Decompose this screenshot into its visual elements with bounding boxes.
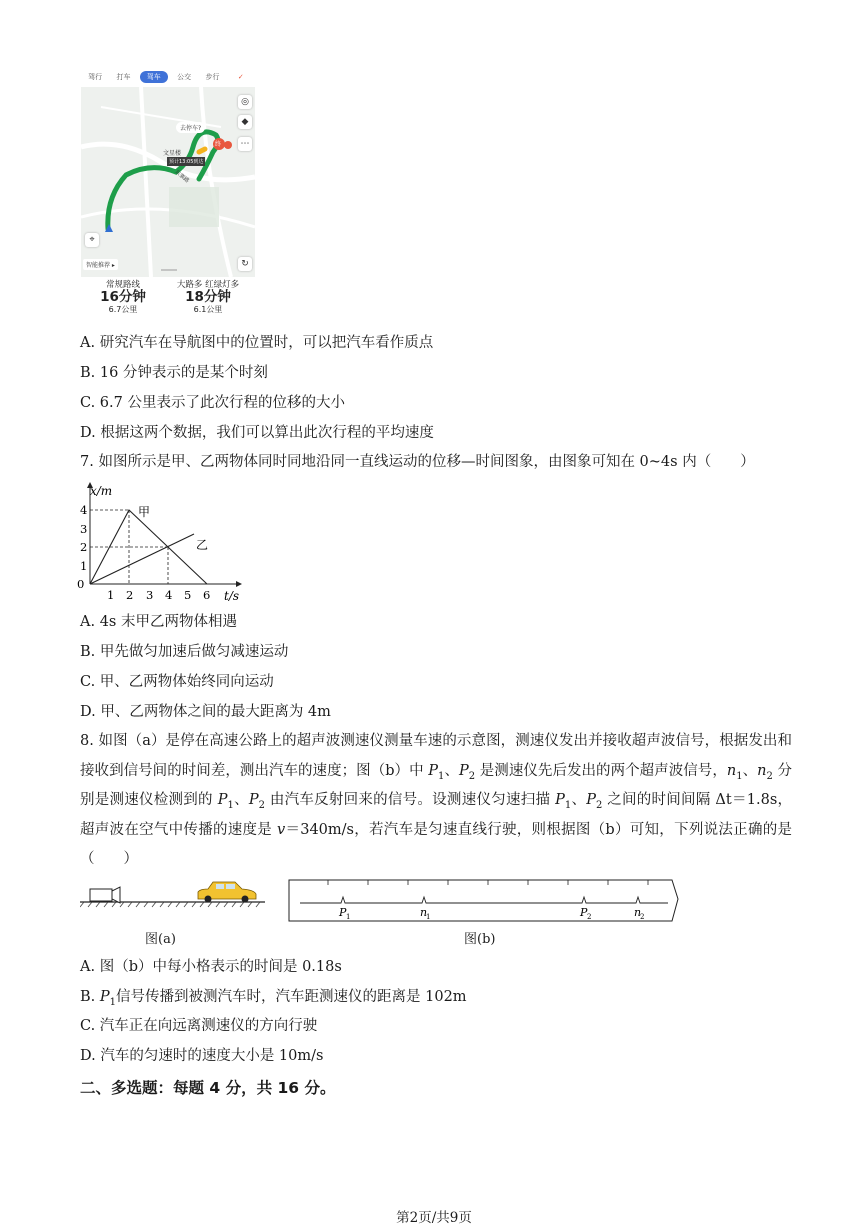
tab-taxi[interactable]: 打车 [116,73,131,81]
figure-a-caption: 图(a) [145,932,176,947]
line-yi [90,534,194,584]
xtick-2: 2 [126,588,134,602]
car-icon [198,882,256,903]
separator: 、 [233,792,249,808]
q6-option-d: D. 根据这两个数据，我们可以算出此次行程的平均速度 [80,425,434,441]
smart-recommend-button[interactable]: 智能推荐 ▸ [83,259,118,270]
subscript: 2 [468,770,476,782]
symbol-p: P [99,989,110,1005]
label-yi: 乙 [196,538,209,552]
q7-xt-graph [76,480,246,605]
subscript: 1 [564,799,572,811]
checkmark-icon[interactable]: ✓ [237,73,244,81]
tape-label-p1: P [339,906,347,919]
q8-stem-part: ＝340m/s，若汽车是匀速直线行驶，则根据图（b）可知，下列说法正确的是（ ） [80,821,793,867]
q7-option-a: A. 4s 末甲乙两物体相遇 [80,614,237,630]
x-axis-label: t/s [224,589,240,603]
tab-drive[interactable]: 驾车 [140,71,168,83]
refresh-icon[interactable]: ↻ [238,257,252,271]
symbol-p: P [586,792,597,808]
xtick-4: 4 [165,588,173,602]
page-footer: 第2页/共9页 [396,1210,472,1226]
route-distance: 6.7公里 [108,305,138,314]
figure-b-tape [288,879,680,925]
separator: 、 [571,792,587,808]
q8-stem-part: 由汽车反射回来的信号。设测速仪匀速扫描 [264,792,556,808]
subscript: 2 [766,770,773,782]
route-option-1[interactable] [93,280,153,315]
q8-option-a: A. 图（b）中每小格表示的时间是 0.18s [80,959,342,975]
xtick-3: 3 [146,588,154,602]
parking-prompt[interactable]: 去停车? [176,122,205,133]
symbol-v: v [276,821,286,838]
q7-option-d: D. 甲、乙两物体之间的最大距离为 4m [80,704,331,720]
more-icon[interactable]: ⋯ [238,137,252,151]
symbol-p: P [428,762,439,779]
symbol-p: P [248,792,259,808]
route-distance: 6.1公里 [193,305,223,314]
route-time: 16分钟 [100,289,146,305]
signal-trace [300,897,668,903]
layers-icon[interactable]: ◎ [238,95,252,109]
q8-stem-part: t＝1.8s，超声波在空气中传播的速度是 [80,792,793,838]
option-text: 信号传播到被测汽车时，汽车距测速仪的距离是 102m [116,989,467,1005]
tab-ride[interactable]: 驾行 [88,73,103,81]
q8-option-b [80,987,467,1007]
symbol-n: n [726,762,737,779]
route-time: 18分钟 [185,289,231,305]
transport-tabs [81,67,255,87]
subscript: 1 [227,799,234,811]
x-axis-arrow [236,581,242,587]
navigation-map-screenshot [81,67,255,277]
locate-icon[interactable]: ⌖ [85,233,99,247]
ytick-4: 4 [80,503,88,517]
tape-ticks [328,880,648,885]
separator: 、 [742,762,758,779]
end-marker: 终 [215,141,222,148]
xtick-6: 6 [203,588,211,602]
subscript: 2 [258,799,265,811]
ytick-2: 2 [80,540,88,554]
ytick-0: 0 [77,577,85,591]
label-jia: 甲 [138,505,151,519]
q8-stem [80,727,792,875]
tape-sub-p1: 1 [346,913,351,921]
tape-label-n1: n [420,906,428,919]
q8-option-d: D. 汽车的匀速时的速度大小是 10m/s [80,1048,324,1064]
route-name: 常规路线 [105,280,140,290]
q6-option-a: A. 研究汽车在导航图中的位置时，可以把汽车看作质点 [80,335,434,351]
q7-stem: 7. 如图所示是甲、乙两物体同时同地沿同一直线运动的位移—时间图象，由图象可知在 0~4s 内（ ） [80,454,755,470]
q7-option-b: B. 甲先做匀加速后做匀减速运动 [80,644,289,660]
ytick-1: 1 [80,559,88,573]
road-label: 东寨路 [173,169,190,185]
q8-stem-part: 8. 如图（a）是停在高速公路上的超声波测速仪测量车速的示意图，测速仪发出并接收超声波信号，根据发出和接收到信号间的时间差，测出汽车的速度；图（b）中 [80,733,792,779]
option-prefix: B. [80,989,100,1005]
compass-icon[interactable]: ◆ [238,115,252,129]
section-heading: 二、多选题：每题 4 分，共 16 分。 [80,1079,336,1097]
y-axis-label: x/m [90,484,113,498]
map-canvas [81,67,255,277]
symbol-p: P [458,762,469,779]
eta-tag: 预计13:05到达 [169,159,204,165]
symbol-p: P [555,792,565,808]
figure-a [80,874,270,914]
tape-sub-n1: 1 [426,913,431,921]
q8-stem-part: 之间的时间间隔 Δ [602,792,726,808]
symbol-n: n [757,762,767,779]
xtick-1: 1 [107,588,115,602]
tape-sub-n2: 2 [640,913,645,921]
subscript: 1 [736,770,743,782]
road-hatching [80,902,260,907]
tape-label-p2: P [580,906,588,919]
q8-stem-part: 分别是测速仪检测到的 [80,762,793,808]
symbol-p: P [217,792,228,808]
route-name: 大路多 红绿灯多 [176,280,240,290]
tape-sub-p2: 2 [587,913,592,921]
q6-option-c: C. 6.7 公里表示了此次行程的位移的大小 [80,395,345,411]
place-label: 文星楼 [163,150,182,157]
tape-label-n2: n [634,906,642,919]
subscript: 1 [109,996,117,1008]
q6-option-b: B. 16 分钟表示的是某个时刻 [80,365,268,381]
q8-option-c: C. 汽车正在向远离测速仪的方向行驶 [80,1018,318,1034]
subscript: 2 [596,799,603,811]
speed-detector-icon [90,887,120,903]
q8-stem-part: 是测速仪先后发出的两个超声波信号， [475,762,727,779]
separator: 、 [444,762,459,779]
xtick-5: 5 [184,588,192,602]
route-option-2[interactable] [168,280,248,315]
tab-walk[interactable]: 步行 [205,73,220,81]
figure-b-caption: 图(b) [464,932,496,947]
tab-bus[interactable]: 公交 [177,73,192,81]
q7-option-c: C. 甲、乙两物体始终同向运动 [80,674,274,690]
subscript: 1 [438,770,445,782]
ytick-3: 3 [80,522,88,536]
